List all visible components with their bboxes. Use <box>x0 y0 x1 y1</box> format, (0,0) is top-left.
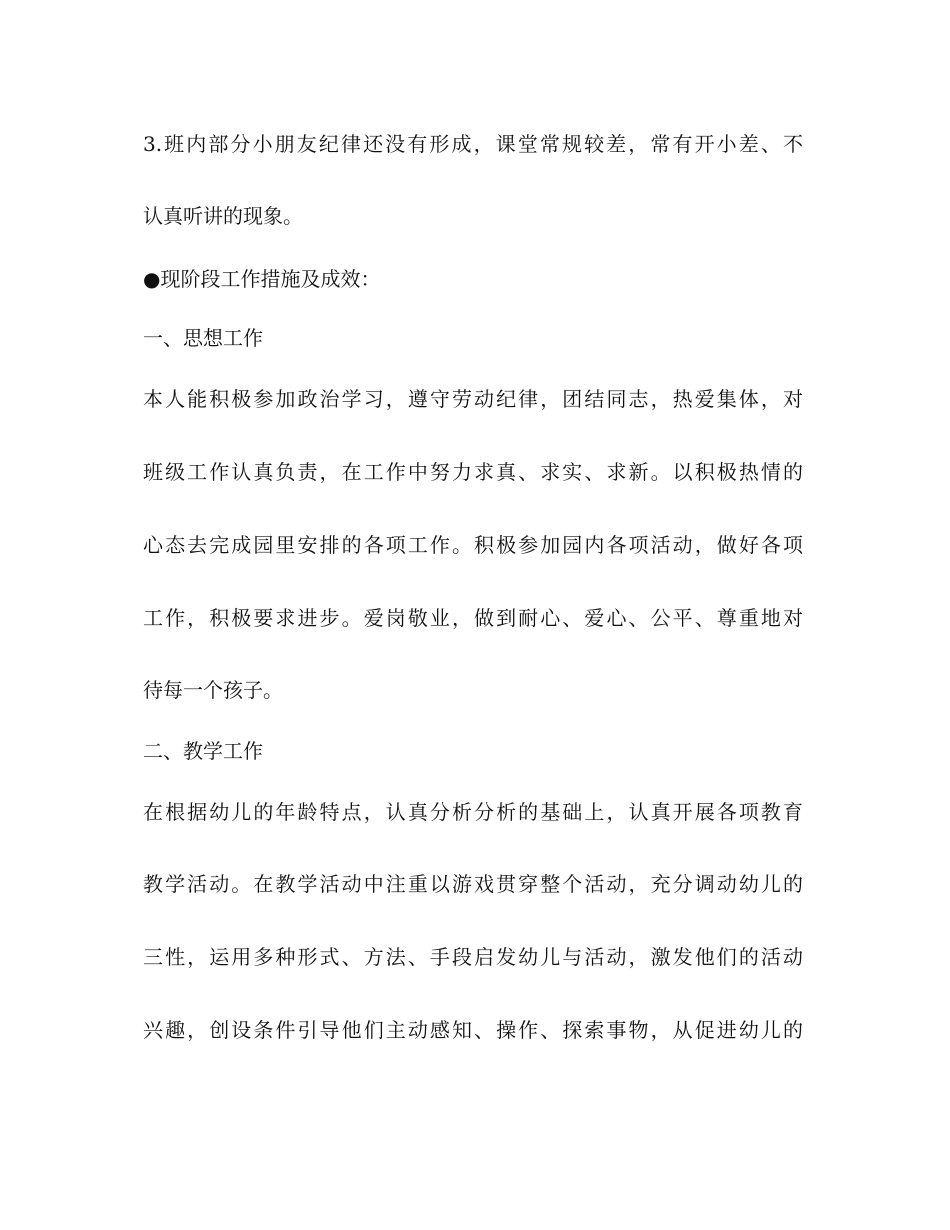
section-heading: ●现阶段工作措施及成效： <box>143 267 381 291</box>
paragraph-line: 3.班内部分小朋友纪律还没有形成，课堂常规较差，常有开小差、不 <box>143 132 803 156</box>
paragraph-line: 认真听讲的现象。 <box>143 204 303 228</box>
paragraph-line: 本人能积极参加政治学习，遵守劳动纪律，团结同志，热爱集体，对 <box>143 387 803 411</box>
paragraph-line: 三性，运用多种形式、方法、手段启发幼儿与活动，激发他们的活动 <box>143 945 803 969</box>
paragraph-line: 心态去完成园里安排的各项工作。积极参加园内各项活动，做好各项 <box>143 533 803 557</box>
section-heading: 一、思想工作 <box>143 326 263 350</box>
paragraph-line: 教学活动。在教学活动中注重以游戏贯穿整个活动，充分调动幼儿的 <box>143 872 803 896</box>
paragraph-line: 在根据幼儿的年龄特点，认真分析分析的基础上，认真开展各项教育 <box>143 800 803 824</box>
paragraph-line: 待每一个孩子。 <box>143 678 283 702</box>
paragraph-line: 工作，积极要求进步。爱岗敬业，做到耐心、爱心、公平、尊重地对 <box>143 606 803 630</box>
section-heading: 二、教学工作 <box>143 739 263 763</box>
paragraph-line: 班级工作认真负责，在工作中努力求真、求实、求新。以积极热情的 <box>143 460 803 484</box>
paragraph-line: 兴趣，创设条件引导他们主动感知、操作、探索事物，从促进幼儿的 <box>143 1018 803 1042</box>
